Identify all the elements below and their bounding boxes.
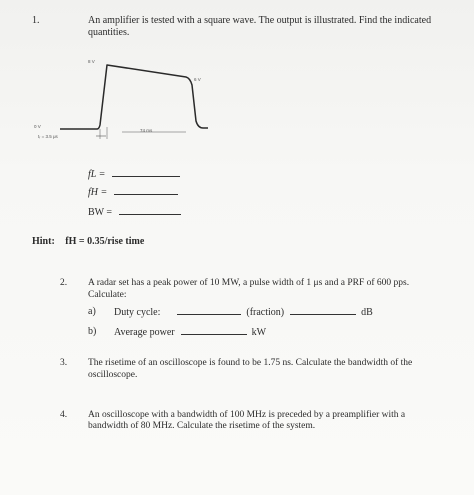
q2-b-row — [114, 326, 266, 339]
q2-a-unit: dB — [361, 307, 373, 318]
average-power-blank[interactable] — [181, 326, 247, 335]
duty-cycle-db-blank[interactable] — [290, 306, 356, 315]
q3-text-line2: oscilloscope. — [88, 370, 138, 380]
waveform-top-left-label: 8 V — [88, 59, 95, 64]
duty-cycle-fraction-blank[interactable] — [177, 306, 241, 315]
q4-text-line1: An oscilloscope with a bandwidth of 100 MHz is preceded by a preamplifier with a — [88, 410, 406, 420]
q2-a-label: a) — [88, 306, 96, 317]
q2-a-text: Duty cycle: — [114, 307, 161, 318]
q2-b-text: Average power — [114, 327, 175, 338]
waveform-top-right-label: 6 V — [194, 77, 201, 82]
bw-answer-blank[interactable] — [119, 206, 181, 215]
fl-answer-blank[interactable] — [112, 168, 180, 177]
q3-text-line1: The risetime of an oscilloscope is found to be 1.75 ns. Calculate the bandwidth of the — [88, 358, 413, 368]
waveform-rise-label: tᵣ = 3.5 μs — [38, 134, 58, 139]
fh-label: fH = — [88, 187, 108, 198]
hint-prefix: Hint: — [32, 236, 55, 247]
q2-a-fraction: (fraction) — [246, 307, 285, 318]
waveform-diagram — [30, 55, 230, 150]
hint-formula: fH = 0.35/rise time — [65, 236, 145, 247]
q2-b-unit: kW — [251, 327, 267, 338]
q4-text-line2: bandwidth of 80 MHz. Calculate the risetime of the system. — [88, 421, 316, 431]
waveform-baseline-label: 0 V — [34, 124, 41, 129]
bw-label: BW = — [88, 207, 113, 218]
q2-number: 2. — [60, 278, 68, 288]
fh-answer-blank[interactable] — [114, 186, 178, 195]
q3-number: 3. — [60, 358, 68, 368]
fh-row — [88, 186, 178, 199]
q1-text-line2: quantities. — [88, 27, 130, 38]
q1-text-line1: An amplifier is tested with a square wave. The output is illustrated. Find the indicated — [88, 15, 432, 26]
q2-b-label: b) — [88, 326, 97, 337]
fl-row — [88, 168, 180, 181]
q2-text-line1: A radar set has a peak power of 10 MW, a pulse width of 1 μs and a PRF of 600 pps. — [88, 278, 410, 288]
fl-label: fL = — [88, 169, 106, 180]
hint — [32, 236, 144, 248]
q4-number: 4. — [60, 410, 68, 420]
bw-row — [88, 206, 181, 219]
q1-number: 1. — [32, 15, 40, 26]
waveform-trace — [60, 65, 208, 129]
waveform-width-label: 74 ms — [140, 128, 153, 133]
q2-text-line2: Calculate: — [88, 290, 127, 300]
q2-a-row — [114, 306, 373, 319]
